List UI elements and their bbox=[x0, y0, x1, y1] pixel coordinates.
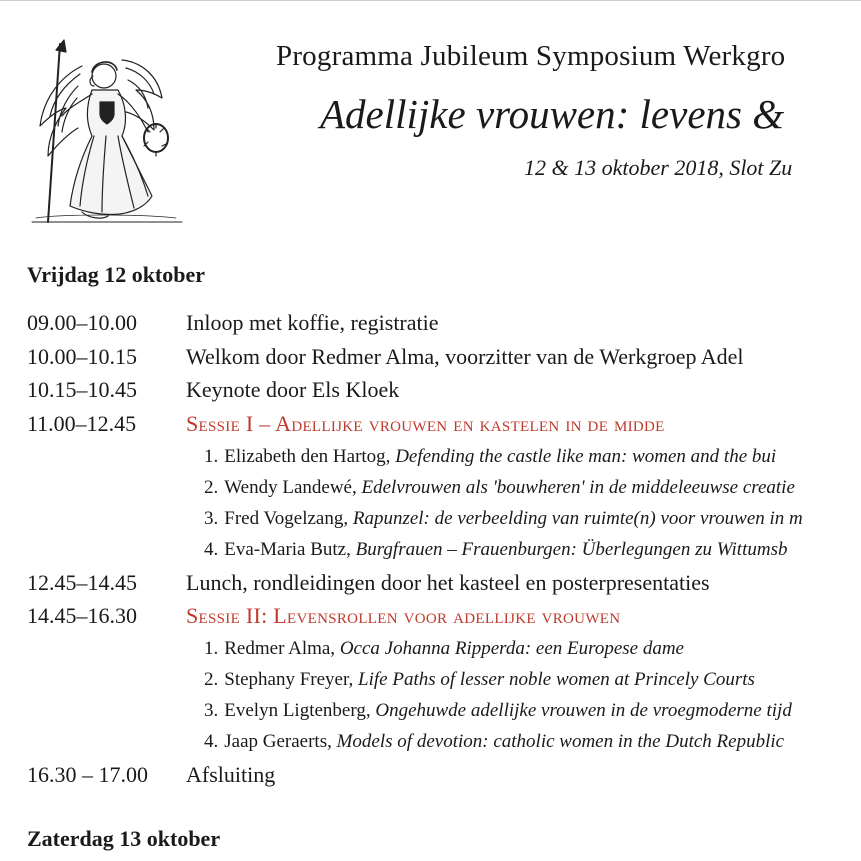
symposium-title: Programma Jubileum Symposium Werkgro bbox=[276, 40, 786, 72]
talk-number: 2. bbox=[204, 477, 219, 498]
talk-speaker: Evelyn Ligtenberg, bbox=[224, 700, 371, 721]
day-heading-friday: Vrijdag 12 oktober bbox=[27, 262, 206, 287]
talk-item bbox=[204, 539, 787, 561]
schedule-time: 12.45–14.45 bbox=[27, 570, 137, 595]
talk-item bbox=[204, 731, 784, 753]
talk-speaker: Wendy Landewé, bbox=[224, 477, 357, 498]
talk-item bbox=[204, 446, 776, 468]
symposium-date-location: 12 & 13 oktober 2018, Slot Zu bbox=[524, 155, 793, 180]
talk-title: Defending the castle like man: women and the bui bbox=[395, 446, 777, 467]
schedule-time: 09.00–10.00 bbox=[27, 310, 137, 335]
session-title: Sessie II: Levensrollen voor adellijke vrouwen bbox=[186, 603, 621, 628]
talk-title: Edelvrouwen als 'bouwheren' in de middeleeuwse creatie bbox=[361, 477, 795, 498]
talk-item bbox=[204, 700, 792, 722]
schedule-time: 16.30 – 17.00 bbox=[27, 762, 148, 787]
talk-item bbox=[204, 669, 755, 691]
talk-number: 3. bbox=[204, 700, 219, 721]
talk-item bbox=[204, 638, 684, 660]
top-border bbox=[0, 0, 861, 1]
talk-item bbox=[204, 508, 803, 530]
talk-title: Life Paths of lesser noble women at Princely Courts bbox=[358, 669, 755, 690]
talk-speaker: Fred Vogelzang, bbox=[224, 508, 349, 529]
schedule-text: Keynote door Els Kloek bbox=[186, 377, 400, 402]
session-title: Sessie I – Adellijke vrouwen en kastelen in de midde bbox=[186, 411, 665, 436]
schedule-time: 11.00–12.45 bbox=[27, 411, 137, 436]
schedule-time: 10.00–10.15 bbox=[27, 344, 137, 369]
talk-speaker: Eva-Maria Butz, bbox=[224, 539, 351, 560]
schedule-text: Inloop met koffie, registratie bbox=[186, 310, 439, 335]
talk-number: 4. bbox=[204, 539, 219, 560]
talk-speaker: Redmer Alma, bbox=[224, 638, 336, 659]
talk-number: 2. bbox=[204, 669, 219, 690]
schedule-text: Welkom door Redmer Alma, voorzitter van de Werkgroep Adel bbox=[186, 344, 744, 369]
talk-number: 4. bbox=[204, 731, 219, 752]
talk-title: Models of devotion: catholic women in the Dutch Republic bbox=[336, 731, 785, 752]
talk-speaker: Jaap Geraerts, bbox=[224, 731, 332, 752]
angel-emblem-icon bbox=[22, 36, 190, 226]
talk-number: 3. bbox=[204, 508, 219, 529]
schedule-text: Lunch, rondleidingen door het kasteel en posterpresentaties bbox=[186, 570, 710, 595]
schedule-time: 14.45–16.30 bbox=[27, 603, 137, 628]
symposium-theme: Adellijke vrouwen: levens & bbox=[320, 91, 785, 137]
talk-item bbox=[204, 477, 795, 499]
talk-speaker: Elizabeth den Hartog, bbox=[224, 446, 391, 467]
talk-title: Occa Johanna Ripperda: een Europese dame bbox=[339, 638, 684, 659]
talk-title: Ongehuwde adellijke vrouwen in de vroegmoderne tijd bbox=[375, 700, 792, 721]
schedule-text: Afsluiting bbox=[186, 762, 276, 787]
talk-title: Burgfrauen – Frauenburgen: Überlegungen zu Wittumsb bbox=[355, 539, 788, 560]
schedule-time: 10.15–10.45 bbox=[27, 377, 137, 402]
talk-speaker: Stephany Freyer, bbox=[224, 669, 354, 690]
talk-number: 1. bbox=[204, 446, 219, 467]
talk-title: Rapunzel: de verbeelding van ruimte(n) voor vrouwen in m bbox=[352, 508, 803, 529]
day-heading-saturday: Zaterdag 13 oktober bbox=[27, 826, 221, 851]
talk-number: 1. bbox=[204, 638, 219, 659]
